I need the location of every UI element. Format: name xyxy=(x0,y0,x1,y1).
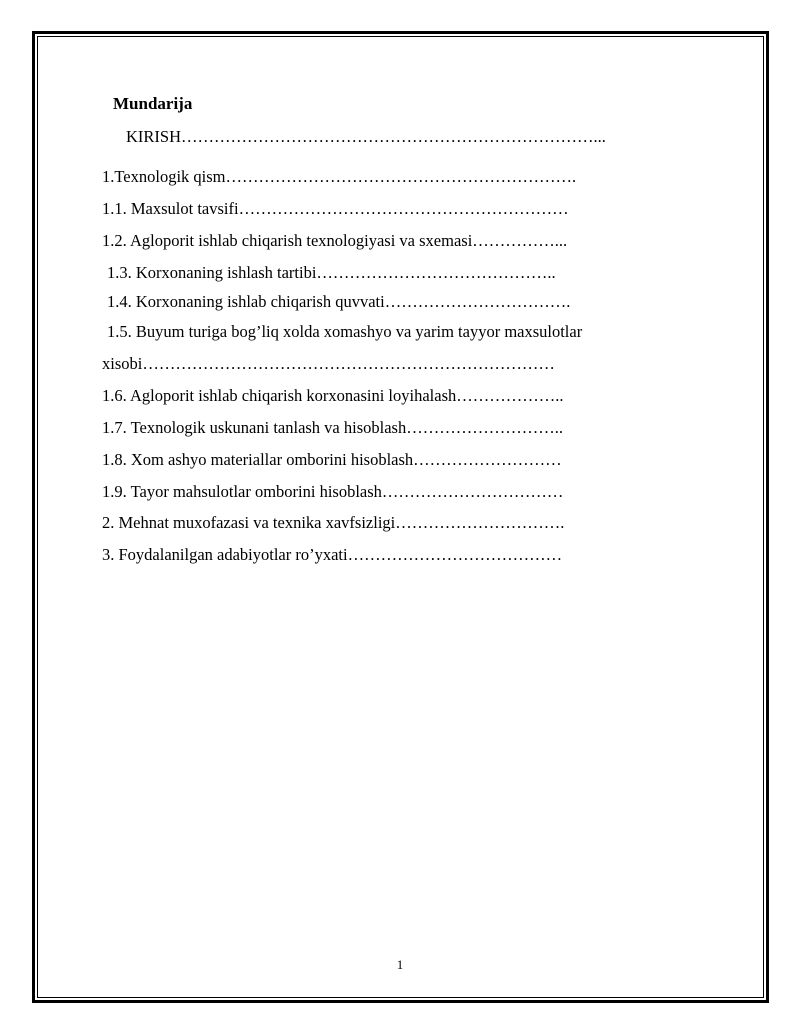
toc-entry-1-4: 1.4. Korxonaning ishlab chiqarish quvvati……………………………. xyxy=(107,292,571,311)
toc-entry-2: 2. Mehnat muxofazasi va texnika xavfsizligi…………………………. xyxy=(102,513,565,532)
toc-entry-1-6: 1.6. Agloporit ishlab chiqarish korxonasini loyihalash……………….. xyxy=(102,386,564,405)
toc-entry-introduction: KIRISH…………………………………………………………………... xyxy=(126,127,606,146)
page-number: 1 xyxy=(396,957,404,972)
toc-heading: Mundarija xyxy=(113,94,193,113)
toc-entry-1-2: 1.2. Agloporit ishlab chiqarish texnologiyasi va sxemasi……………... xyxy=(102,231,568,250)
toc-entry-3: 3. Foydalanilgan adabiyotlar ro’yxati………………………………… xyxy=(102,545,563,564)
toc-entry-1-9: 1.9. Tayor mahsulotlar omborini hisoblash…………………………… xyxy=(102,482,564,501)
toc-entry-1-8: 1.8. Xom ashyo materiallar omborini hisoblash……………………… xyxy=(102,450,562,469)
toc-entry-1-3: 1.3. Korxonaning ishlash tartibi…………………………………….. xyxy=(107,263,556,282)
toc-entry-1-1: 1.1. Maxsulot tavsifi…………………………………………………… xyxy=(102,199,569,218)
toc-entry-1-5-continued: xisobi………………………………………………………………… xyxy=(102,354,555,373)
toc-entry-1: 1.Texnologik qism………………………………………………………. xyxy=(102,167,577,186)
toc-entry-1-7: 1.7. Texnologik uskunani tanlash va hisoblash……………………….. xyxy=(102,418,563,437)
toc-entry-1-5: 1.5. Buyum turiga bog’liq xolda xomashyo va yarim tayyor maxsulotlar xyxy=(107,322,583,341)
